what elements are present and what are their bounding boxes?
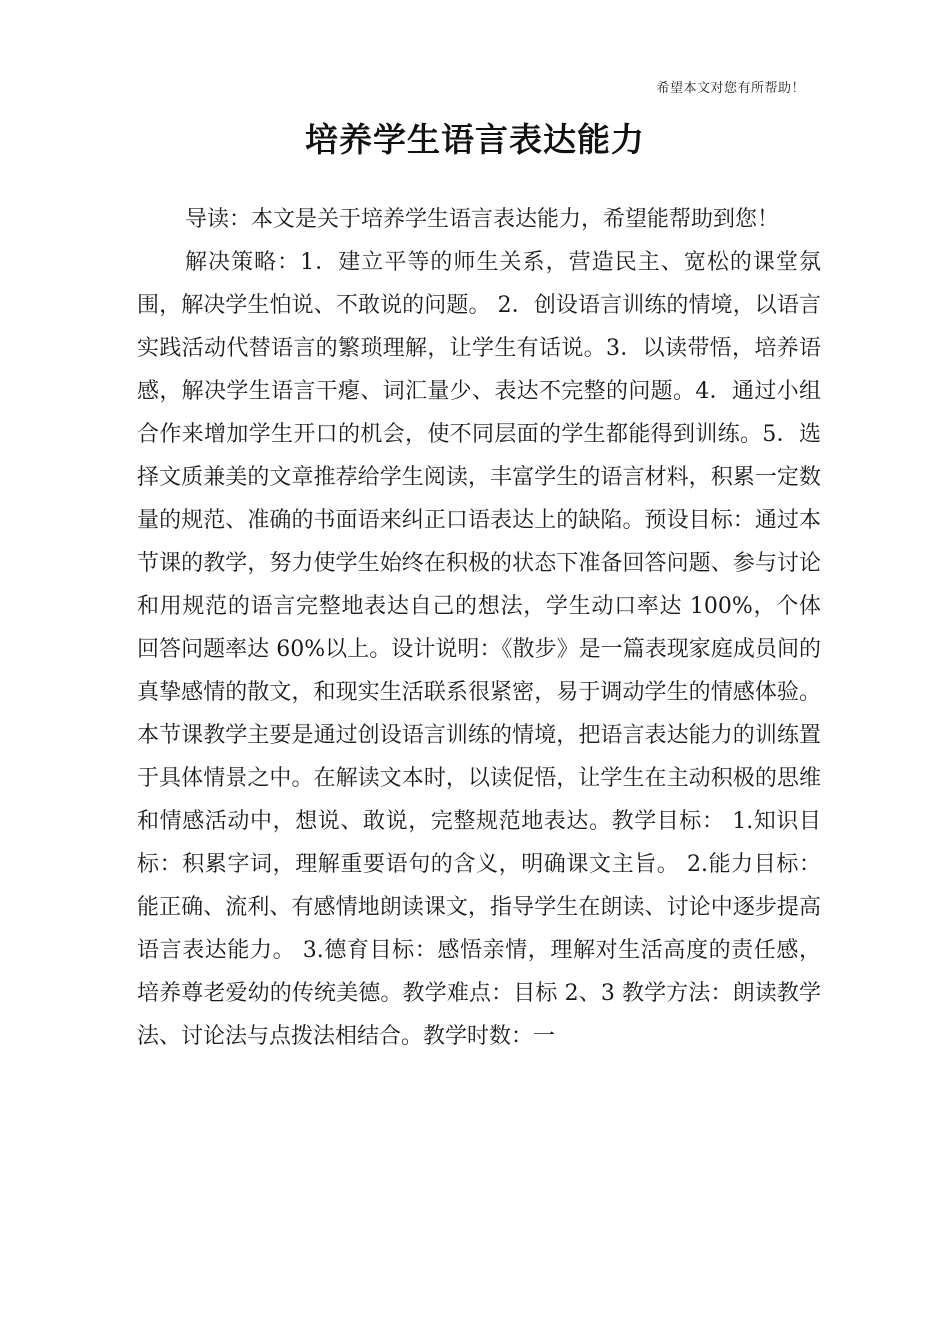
page-title: 培养学生语言表达能力	[305, 120, 645, 159]
document-body	[137, 198, 821, 1058]
header-note: 希望本文对您有所帮助！	[656, 81, 805, 96]
intro-paragraph: 导读：本文是关于培养学生语言表达能力，希望能帮助到您！	[185, 207, 780, 232]
body-paragraph: 解决策略：1．建立平等的师生关系，营造民主、宽松的课堂氛围，解决学生怕说、不敢说的问题。 2．创设语言训练的情境，以语言实践活动代替语言的繁琐理解，让学生有话说。3．以读带悟，培养语感，解决学生语言干瘪、词汇量少、表达不完整的问题。4．通过小组合作来增加学生开口的机会，使不同层面的学生都能得到训练。5．选择文质兼美的文章推荐给学生阅读，丰富学生的语言材料，积累一定数量的规范、准确的书面语来纠正口语表达上的缺陷。预设目标：通过本节课的教学，努力使学生始终在积极的状态下准备回答问题、参与讨论和用规范的语言完整地表达自己的想法，学生动口率达 100%，个体回答问题率达 60%以上。设计说明：《散步》是一篇表现家庭成员间的真挚感情的散文，和现实生活联系很紧密，易于调动学生的情感体验。本节课教学主要是通过创设语言训练的情境，把语言表达能力的训练置于具体情景之中。在解读文本时，以读促悟，让学生在主动积极的思维和情感活动中，想说、敢说，完整规范地表达。教学目标： 1.知识目标：积累字词，理解重要语句的含义，明确课文主旨。 2.能力目标：能正确、流利、有感情地朗读课文，指导学生在朗读、讨论中逐步提高语言表达能力。 3.德育目标：感悟亲情，理解对生活高度的责任感，培养尊老爱幼的传统美德。教学难点：目标 2、3 教学方法：朗读教学法、讨论法与点拨法相结合。教学时数：一	[137, 250, 821, 1049]
